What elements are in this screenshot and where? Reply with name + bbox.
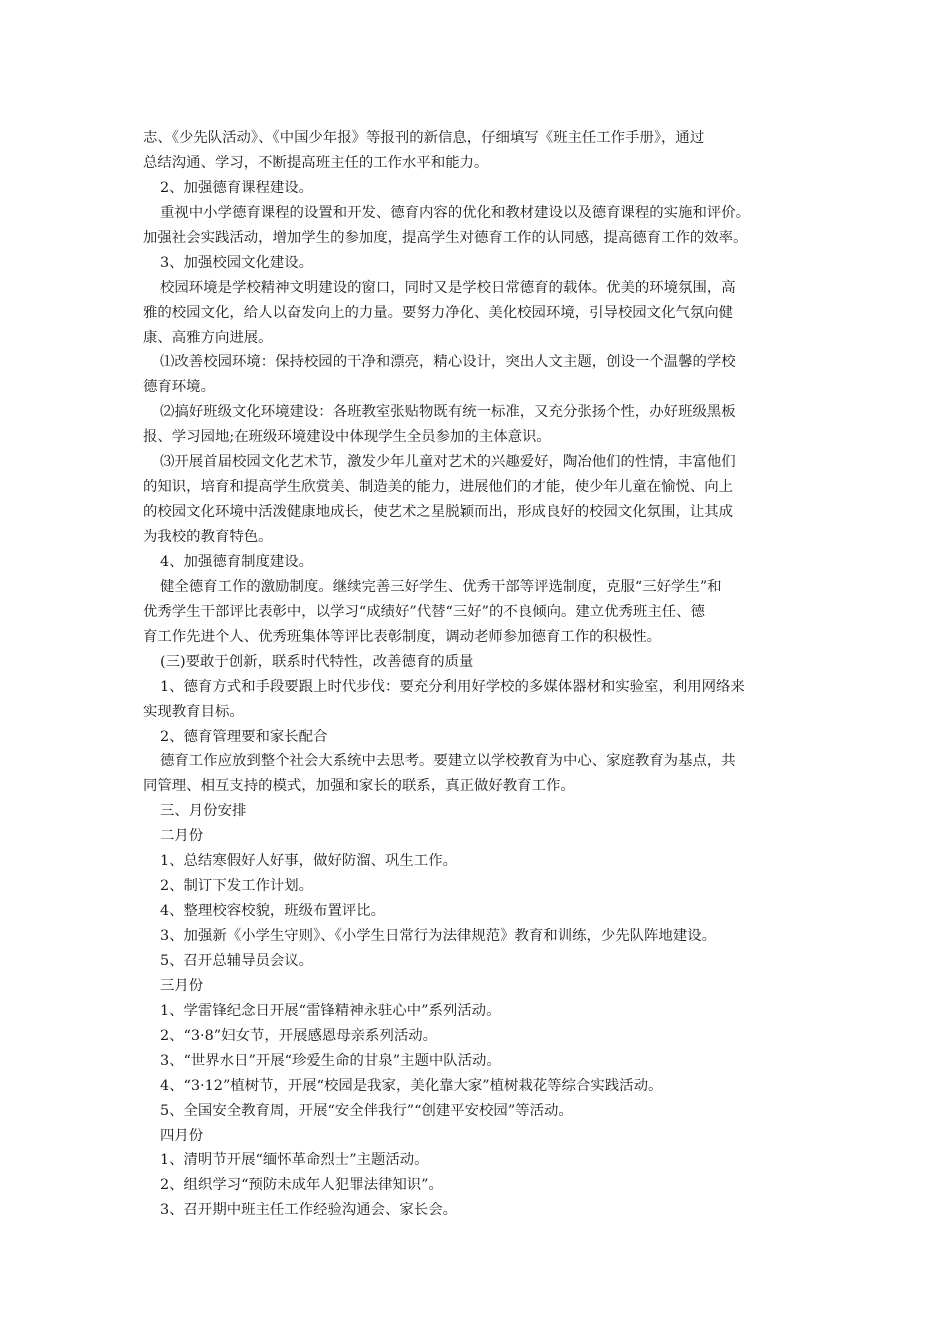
text-line: 报、学习园地;在班级环境建设中体现学生全员参加的主体意识。 <box>143 429 551 446</box>
text-line: 三月份 <box>160 977 204 994</box>
text-line: 三、月份安排 <box>160 803 247 820</box>
text-line: 志、《少先队活动》、《中国少年报》等报刊的新信息，仔细填写《班主任工作手册》，通过 <box>143 130 705 146</box>
text-line: 1、总结寒假好人好事，做好防溜、巩生工作。 <box>160 853 457 870</box>
text-line: 3、加强校园文化建设。 <box>160 254 314 271</box>
text-line: ⑵搞好班级文化环境建设：各班教室张贴物既有统一标准，又充分张扬个性，办好班级黑板 <box>160 404 736 421</box>
text-line: 加强社会实践活动，增加学生的参加度，提高学生对德育工作的认同感，提高德育工作的效率。 <box>143 229 748 246</box>
document-body <box>143 126 813 1223</box>
text-line: 3、“世界水日”开展“珍爱生命的甘泉”主题中队活动。 <box>160 1052 501 1069</box>
text-line: 二月份 <box>160 828 204 845</box>
text-line: 2、德育管理要和家长配合 <box>160 728 328 745</box>
text-line: 1、德育方式和手段要跟上时代步伐：要充分利用好学校的多媒体器材和实验室，利用网络来 <box>160 678 745 695</box>
text-line: 重视中小学德育课程的设置和开发、德育内容的优化和教材建设以及德育课程的实施和评价。 <box>160 204 751 221</box>
text-line: 为我校的教育特色。 <box>143 529 273 545</box>
text-line: 2、组织学习“预防未成年人犯罪法律知识”。 <box>160 1177 443 1194</box>
text-line: 健全德育工作的激励制度。继续完善三好学生、优秀干部等评选制度，克服“三好学生”和 <box>160 578 722 595</box>
text-line: 5、全国安全教育周，开展“安全伴我行”“创建平安校园”等活动。 <box>160 1102 573 1119</box>
text-line: ⑶开展首届校园文化艺术节，激发少年儿童对艺术的兴趣爱好，陶冶他们的性情，丰富他们 <box>160 454 736 471</box>
text-line: 2、“3·8”妇女节，开展感恩母亲系列活动。 <box>160 1027 438 1044</box>
text-line: 优秀学生干部评比表彰中，以学习“成绩好”代替“三好”的不良倾向。建立优秀班主任、德 <box>143 603 705 620</box>
text-line: 3、加强新《小学生守则》、《小学生日常行为法律规范》教育和训练，少先队阵地建设。 <box>160 928 716 944</box>
text-line: 的校园文化环境中活泼健康地成长，使艺术之星脱颖而出，形成良好的校园文化氛围，让其成 <box>143 504 734 521</box>
text-line: 总结沟通、学习，不断提高班主任的工作水平和能力。 <box>143 154 489 171</box>
text-line: 德育环境。 <box>143 379 215 396</box>
text-line: 5、召开总辅导员会议。 <box>160 952 314 969</box>
text-line: 2、制订下发工作计划。 <box>160 878 314 895</box>
text-line: 4、整理校容校貌，班级布置评比。 <box>160 903 386 920</box>
text-line: 康、高雅方向进展。 <box>143 329 273 346</box>
text-line: (三)要敢于创新，联系时代特性，改善德育的质量 <box>160 653 474 670</box>
text-line: 3、召开期中班主任工作经验沟通会、家长会。 <box>160 1202 457 1219</box>
text-line: 1、清明节开展“缅怀革命烈士”主题活动。 <box>160 1152 429 1169</box>
text-line: ⑴改善校园环境：保持校园的干净和漂亮，精心设计，突出人文主题，创设一个温馨的学校 <box>160 354 736 371</box>
text-line: 四月份 <box>160 1127 204 1144</box>
text-line: 的知识，培育和提高学生欣赏美、制造美的能力，进展他们的才能，使少年儿童在愉悦、向上 <box>143 479 734 496</box>
text-line: 4、加强德育制度建设。 <box>160 553 314 570</box>
text-line: 4、“3·12”植树节，开展“校园是我家，美化靠大家”植树栽花等综合实践活动。 <box>160 1077 663 1094</box>
text-line: 雅的校园文化，给人以奋发向上的力量。要努力净化、美化校园环境，引导校园文化气氛向健 <box>143 304 734 321</box>
text-line: 同管理、相互支持的模式，加强和家长的联系，真正做好教育工作。 <box>143 778 575 795</box>
text-line: 校园环境是学校精神文明建设的窗口，同时又是学校日常德育的载体。优美的环境氛围，高 <box>160 279 736 296</box>
text-line: 实现教育目标。 <box>143 703 244 720</box>
text-line: 1、学雷锋纪念日开展“雷锋精神永驻心中”系列活动。 <box>160 1002 501 1019</box>
text-line: 育工作先进个人、优秀班集体等评比表彰制度，调动老师参加德育工作的积极性。 <box>143 628 662 645</box>
text-line: 德育工作应放到整个社会大系统中去思考。要建立以学校教育为中心、家庭教育为基点，共 <box>160 753 736 770</box>
text-line: 2、加强德育课程建设。 <box>160 179 314 196</box>
